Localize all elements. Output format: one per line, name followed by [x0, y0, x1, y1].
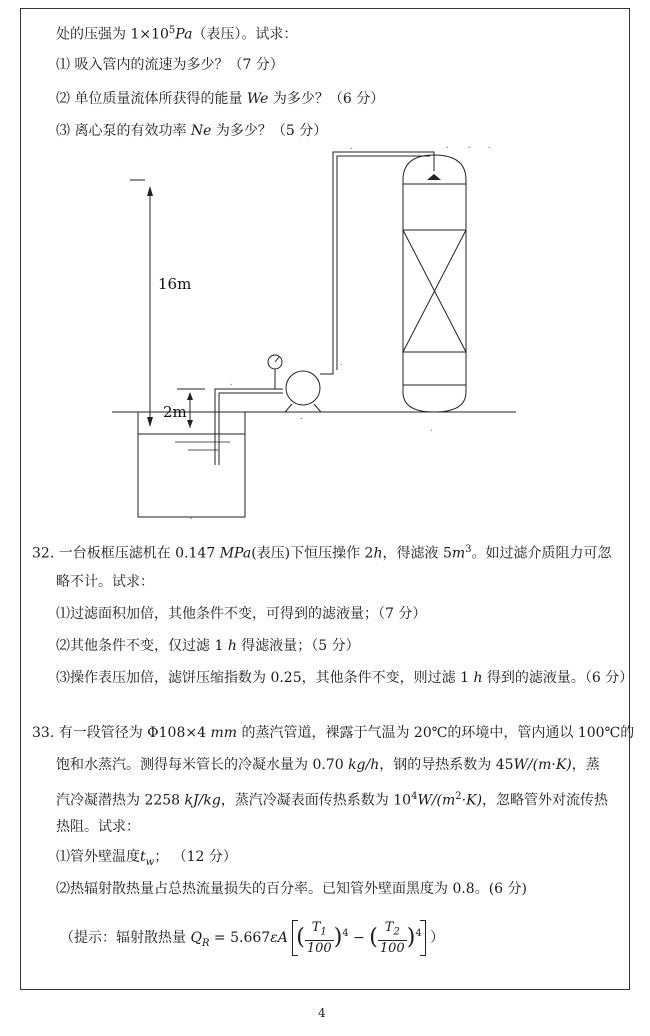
svg-text:•: •: [230, 382, 233, 387]
q32-sub1: ⑴过滤面积加倍，其他条件不变，可得到的滤液量；（7 分）: [56, 606, 427, 622]
q32-line2: 略不计。试求：: [56, 574, 154, 590]
q32-sub2: ⑵其他条件不变，仅过滤 1 h 得滤液量；（5 分）: [56, 638, 360, 654]
svg-text:•: •: [350, 146, 353, 151]
q31-sub3: ⑶ 离心泵的有效功率 Ne 为多少？（5 分）: [56, 123, 328, 139]
suction-pipe: [215, 389, 283, 465]
q33-line1: 33. 有一段管径为 Φ108×4 mm 的蒸汽管道，裸露于气温为 20℃的环境中，管内通以 100℃的: [32, 725, 635, 741]
svg-text:•: •: [190, 516, 193, 521]
label-2m: 2m: [163, 403, 187, 421]
q33-sub2: ⑵热辐射散热量占总热流量损失的百分率。已知管外壁面黑度为 0.8。(6 分): [56, 881, 527, 897]
q32-line1: 32. 一台板框压滤机在 0.147 MPa(表压)下恒压操作 2h，得滤液 $5m^3$。如过滤介质阻力可忽: [32, 544, 612, 562]
absorption-tower: [403, 155, 466, 412]
svg-text:•: •: [446, 145, 449, 150]
q33-hint: （提示：辐射散热量 $Q_R = 5.667\varepsilon A$ ( $\frac{T_1}{100}$ )$^4$ − ( $\frac{T_2}{100}$ )$^4$ ）: [60, 920, 445, 956]
tank: [138, 412, 245, 517]
svg-text:•: •: [340, 362, 343, 367]
q31-line0: 处的压强为 $1\times 10^5Pa$（表压）。试求：: [56, 25, 298, 43]
q32-sub3: ⑶操作表压加倍，滤饼压缩指数为 0.25，其他条件不变，则过滤 1 h 得到的滤液量。（6 分）: [56, 670, 634, 686]
spray-nozzle-icon: [427, 174, 441, 180]
page-number: 4: [318, 1006, 326, 1020]
q33-line4: 热阻。试求：: [56, 819, 140, 835]
q31-sub2: ⑵ 单位质量流体所获得的能量 We 为多少？（6 分）: [56, 91, 385, 107]
svg-text:•: •: [300, 416, 303, 421]
centrifugal-pump-icon: [286, 371, 320, 405]
svg-text:•: •: [488, 145, 491, 150]
q33-sub1: ⑴管外壁温度$t_w$； （12 分）: [56, 849, 237, 868]
q31-sub1: ⑴ 吸入管内的流速为多少？（7 分）: [56, 57, 284, 73]
radiation-formula-bracket: ( $\frac{T_1}{100}$ )$^4$ − ( $\frac{T_2}{100}$ )$^4$: [292, 920, 425, 956]
svg-text:•: •: [430, 428, 433, 433]
q33-line2: 饱和水蒸汽。测得每米管长的冷凝水量为 0.70 kg/h，钢的导热系数为 45W/(m·K)，蒸: [56, 757, 600, 773]
label-16m: 16m: [158, 275, 192, 293]
svg-text:•: •: [468, 145, 471, 150]
q33-line3: 汽冷凝潜热为 2258 kJ/kg，蒸汽冷凝表面传热系数为 $10^4W/(m^2\cdot K)$，忽略管外对流传热: [56, 791, 609, 809]
